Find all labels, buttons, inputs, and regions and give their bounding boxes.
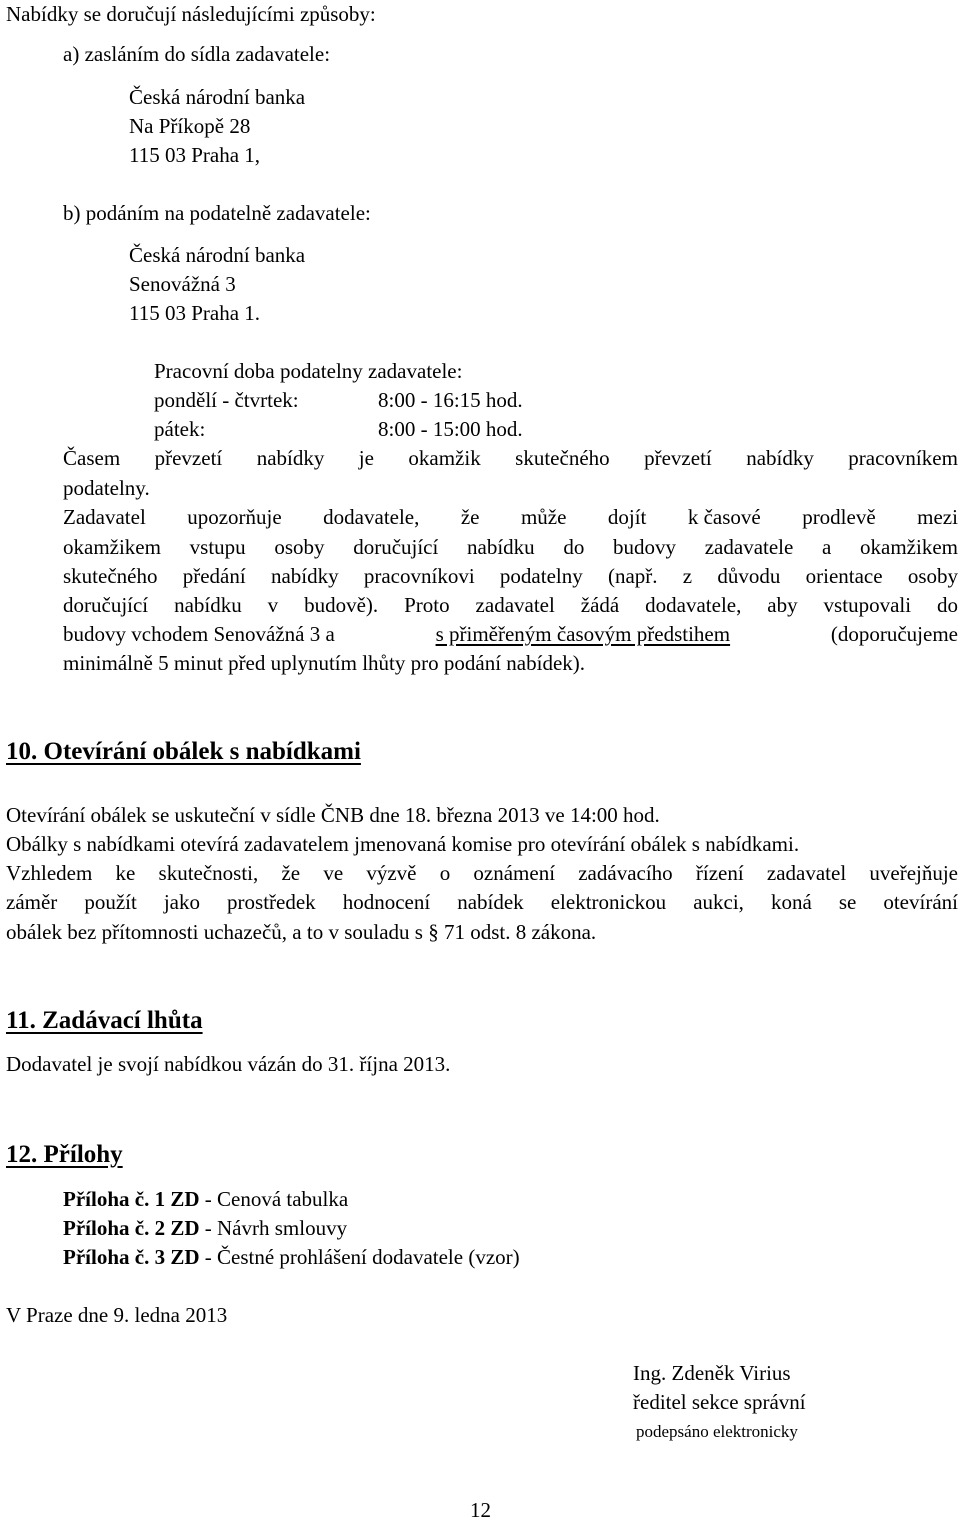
attachment-2-title: - Návrh smlouvy — [199, 1216, 348, 1240]
section-11-heading: 11. Zadávací lhůta — [6, 1007, 203, 1034]
section-10-line-5: obálek bez přítomnosti uchazečů, a to v souladu s § 71 odst. 8 zákona. — [6, 920, 597, 944]
office-hours-row2-time: 8:00 - 15:00 hod. — [378, 417, 523, 441]
word: mezi — [917, 505, 958, 529]
paragraph-warning-line-1 — [63, 503, 958, 533]
paragraph-warning-line-2: okamžikem vstupu osoby doručující nabídku do budovy zadavatele a okamžikem — [63, 535, 958, 559]
word: skutečného — [515, 446, 610, 470]
word: že — [460, 505, 480, 529]
paragraph-warning-line-3: skutečného předání nabídky pracovníkovi podatelny (např. z důvodu orientace osoby — [63, 564, 958, 588]
entrance-text: budovy vchodem Senovážná 3 a — [63, 622, 335, 646]
section-12-heading: 12. Přílohy — [6, 1141, 123, 1168]
word: dodavatele, — [323, 505, 420, 529]
attachment-1 — [63, 1185, 348, 1215]
signatory-name: Ing. Zdeněk Virius — [633, 1361, 791, 1385]
attachment-1-label: Příloha č. 1 ZD — [63, 1187, 200, 1211]
address-a-line-2: Na Příkopě 28 — [129, 114, 251, 138]
word: k časové — [687, 505, 761, 529]
office-hours-row1-day: pondělí - čtvrtek: — [154, 388, 299, 412]
option-a-label: a) zasláním do sídla zadavatele: — [63, 42, 331, 66]
word: Zadavatel — [63, 505, 146, 529]
word: okamžik — [408, 446, 481, 470]
section-10-line-3: Vzhledem ke skutečnosti, že ve výzvě o oznámení zadávacího řízení zadavatel uveřejňuje — [6, 861, 958, 885]
word: nabídky — [256, 446, 325, 470]
office-hours-title: Pracovní doba podatelny zadavatele: — [154, 359, 463, 383]
paragraph-receipt-line-1 — [63, 444, 958, 474]
signatory-position: ředitel sekce správní — [633, 1390, 806, 1414]
word: dojít — [607, 505, 647, 529]
advance-notice-underlined: s přiměřeným časovým předstihem — [435, 622, 731, 646]
address-b-line-1: Česká národní banka — [129, 243, 306, 267]
recommendation-text: (doporučujeme — [830, 622, 958, 646]
word: nabídky — [746, 446, 814, 470]
office-hours-row2-day: pátek: — [154, 417, 206, 441]
place-and-date: V Praze dne 9. ledna 2013 — [6, 1303, 228, 1327]
electronic-signature-note: podepsáno elektronicky — [636, 1422, 798, 1441]
attachment-3-label: Příloha č. 3 ZD — [63, 1245, 200, 1269]
section-10-line-2: Obálky s nabídkami otevírá zadavatelem jmenovaná komise pro otevírání obálek s nabídkami. — [6, 832, 800, 856]
address-a-line-3: 115 03 Praha 1, — [129, 143, 261, 167]
paragraph-receipt-line-2: podatelny. — [63, 476, 150, 500]
paragraph-warning-line-5 — [63, 620, 958, 650]
word: Časem — [63, 446, 121, 470]
word: může — [520, 505, 567, 529]
word: upozorňuje — [187, 505, 282, 529]
section-10-heading: 10. Otevírání obálek s nabídkami — [6, 738, 361, 765]
attachment-2-label: Příloha č. 2 ZD — [63, 1216, 200, 1240]
attachment-3-title: - Čestné prohlášení dodavatele (vzor) — [199, 1245, 520, 1269]
attachment-2 — [63, 1214, 347, 1244]
address-a-line-1: Česká národní banka — [129, 85, 306, 109]
option-b-label: b) podáním na podatelně zadavatele: — [63, 201, 371, 225]
paragraph-warning-line-6: minimálně 5 minut před uplynutím lhůty pro podání nabídek). — [63, 651, 586, 675]
word: převzetí — [644, 446, 712, 470]
word: prodlevě — [802, 505, 876, 529]
paragraph-warning-line-4: doručující nabídku v budově). Proto zadavatel žádá dodavatele, aby vstupovali do — [63, 593, 958, 617]
section-10-line-4: záměr použít jako prostředek hodnocení nabídek elektronickou aukci, koná se otevírání — [6, 890, 958, 914]
address-b-line-3: 115 03 Praha 1. — [129, 301, 261, 325]
section-10-line-1: Otevírání obálek se uskuteční v sídle ČNB dne 18. března 2013 ve 14:00 hod. — [6, 803, 660, 827]
delivery-methods-heading: Nabídky se doručují následujícími způsoby: — [6, 2, 376, 26]
address-b-line-2: Senovážná 3 — [129, 272, 236, 296]
section-11-line-1: Dodavatel je svojí nabídkou vázán do 31. října 2013. — [6, 1052, 451, 1076]
attachment-3 — [63, 1243, 520, 1273]
word: pracovníkem — [848, 446, 958, 470]
office-hours-row1-time: 8:00 - 16:15 hod. — [378, 388, 523, 412]
page-number: 12 — [470, 1498, 491, 1522]
word: je — [358, 446, 374, 470]
word: převzetí — [154, 446, 223, 470]
attachment-1-title: - Cenová tabulka — [199, 1187, 349, 1211]
